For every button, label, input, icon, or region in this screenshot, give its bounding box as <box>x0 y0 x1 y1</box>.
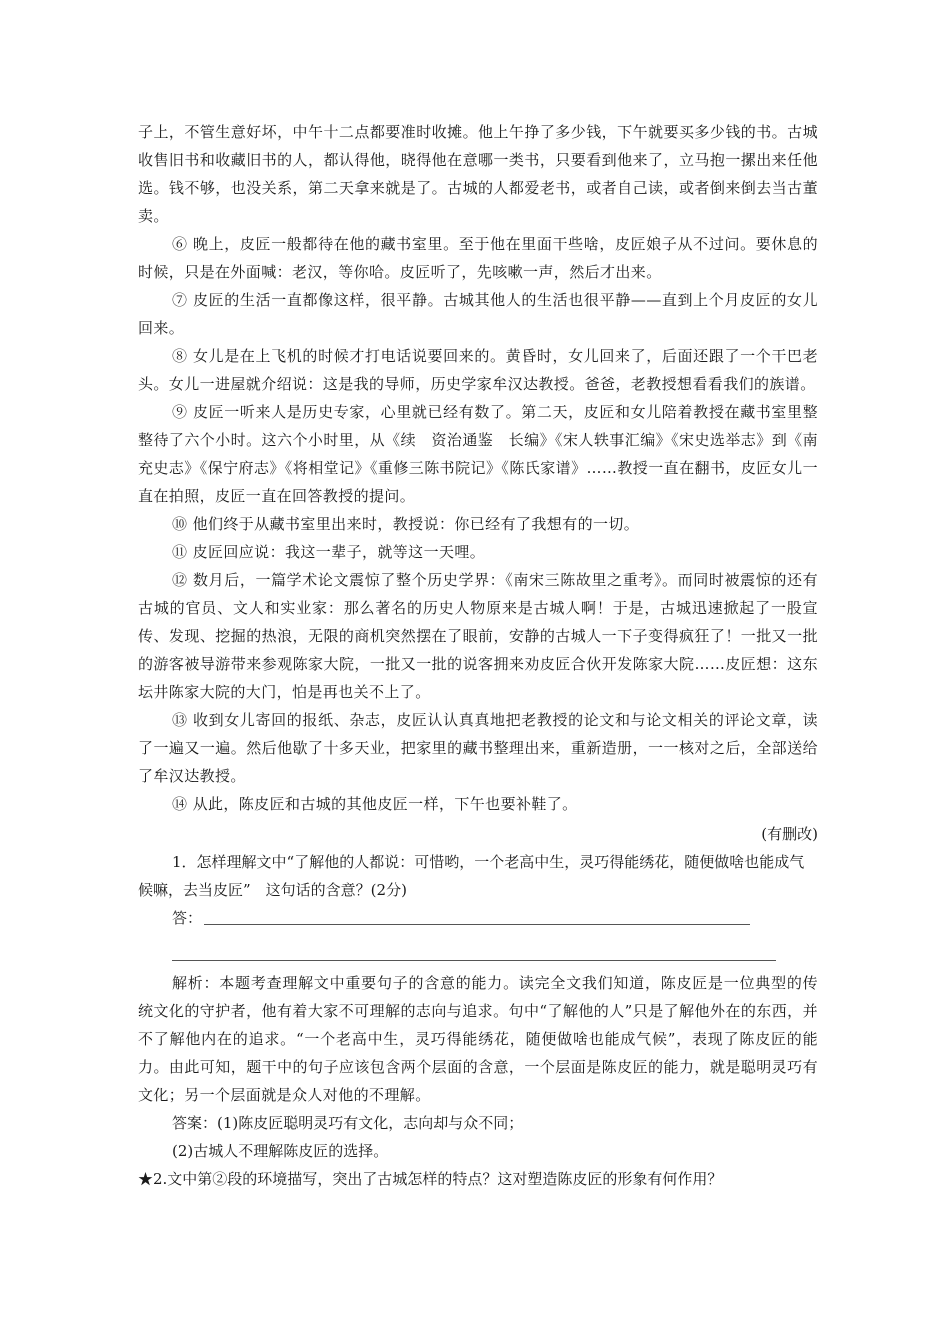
paragraph-11: ⑪ 皮匠回应说：我这一辈子，就等这一天哩。 <box>172 543 486 561</box>
paragraph-continued: 子上，不管生意好坏，中午十二点都要准时收摊。他上午挣了多少钱，下午就要买多少钱的书。古城收售旧书和收藏旧书的人，都认得他，晓得他在意哪一类书，只要看到他来了，立马抱一摞出来任他选。钱不够，也没关系，第二天拿来就是了。古城的人都爱老书，或者自己读，或者倒来倒去当古董卖。 <box>138 123 818 225</box>
answer-1-part-1: 答案：(1)陈皮匠聪明灵巧有文化，志向却与众不同； <box>172 1114 524 1132</box>
answer-label: 答： <box>172 909 203 927</box>
question-2: ★2.文中第②段的环境描写，突出了古城怎样的特点？这对塑造陈皮匠的形象有何作用？ <box>138 1170 723 1188</box>
paragraph-10: ⑩ 他们终于从藏书室里出来时，教授说：你已经有了我想有的一切。 <box>172 515 640 533</box>
paragraph-14: ⑭ 从此，陈皮匠和古城的其他皮匠一样，下午也要补鞋了。 <box>172 795 578 813</box>
paragraph-8: ⑧ 女儿是在上飞机的时候才打电话说要回来的。黄昏时，女儿回来了，后面还跟了一个干巴老头。女儿一进屋就介绍说：这是我的导师，历史学家牟汉达教授。爸爸，老教授想看看我们的族谱。 <box>138 347 818 393</box>
answer-1-part-2: (2)古城人不理解陈皮匠的选择。 <box>172 1142 389 1160</box>
paragraph-13: ⑬ 收到女儿寄回的报纸、杂志，皮匠认认真真地把老教授的论文和与论文相关的评论文章，读了一遍又一遍。然后他歇了十多天业，把家里的藏书整理出来，重新造册，一一核对之后，全部送给了牟汉达教授。 <box>138 711 818 785</box>
question-1: 1．怎样理解文中“了解他的人都说：可惜哟，一个老高中生，灵巧得能绣花，随便做啥也能成气候嘛，去当皮匠” 这句话的含意？(2分) <box>138 853 805 899</box>
paragraph-12: ⑫ 数月后，一篇学术论文震惊了整个历史学界：《南宋三陈故里之重考》。而同时被震惊的还有古城的官员、文人和实业家：那么著名的历史人物原来是古城人啊！于是，古城迅速掀起了一股宣传、发现、挖掘的热浪，无限的商机突然摆在了眼前，安静的古城人一下子变得疯狂了！一批又一批的游客被导游带来参观陈家大院，一批又一批的说客拥来劝皮匠合伙开发陈家大院……皮匠想：这东坛井陈家大院的大门，怕是再也关不上了。 <box>138 571 818 701</box>
paragraph-7: ⑦ 皮匠的生活一直都像这样，很平静。古城其他人的生活也很平静——直到上个月皮匠的女儿回来。 <box>138 291 818 337</box>
paragraph-6: ⑥ 晚上，皮匠一般都待在他的藏书室里。至于他在里面干些啥，皮匠娘子从不过问。要休息的时候，只是在外面喊：老汉，等你哈。皮匠听了，先咳嗽一声，然后才出来。 <box>138 235 818 281</box>
answer-blank-line-2[interactable] <box>172 940 776 961</box>
analysis-text: 解析：本题考查理解文中重要句子的含意的能力。读完全文我们知道，陈皮匠是一位典型的传统文化的守护者，他有着大家不可理解的志向与追求。句中“了解他的人”只是了解他外在的东西，并不了解他内在的追求。“一个老高中生，灵巧得能绣花，随便做啥也能成气候”，表现了陈皮匠的能力。由此可知，题干中的句子应该包含两个层面的含意，一个层面是陈皮匠的能力，就是聪明灵巧有文化；另一个层面就是众人对他的不理解。 <box>138 974 818 1104</box>
source-note: (有删改) <box>761 825 818 843</box>
answer-blank-line[interactable] <box>204 924 750 925</box>
paragraph-9: ⑨ 皮匠一听来人是历史专家，心里就已经有数了。第二天，皮匠和女儿陪着教授在藏书室里整整待了六个小时。这六个小时里，从《续 资治通鉴 长编》《宋人轶事汇编》《宋史选举志》到《南充史志》《保宁府志》《将相堂记》《重修三陈书院记》《陈氏家谱》……教授一直在翻书，皮匠女儿一直在拍照，皮匠一直在回答教授的提问。 <box>138 403 818 505</box>
answer-line <box>138 904 818 932</box>
page-content <box>138 118 818 1193</box>
